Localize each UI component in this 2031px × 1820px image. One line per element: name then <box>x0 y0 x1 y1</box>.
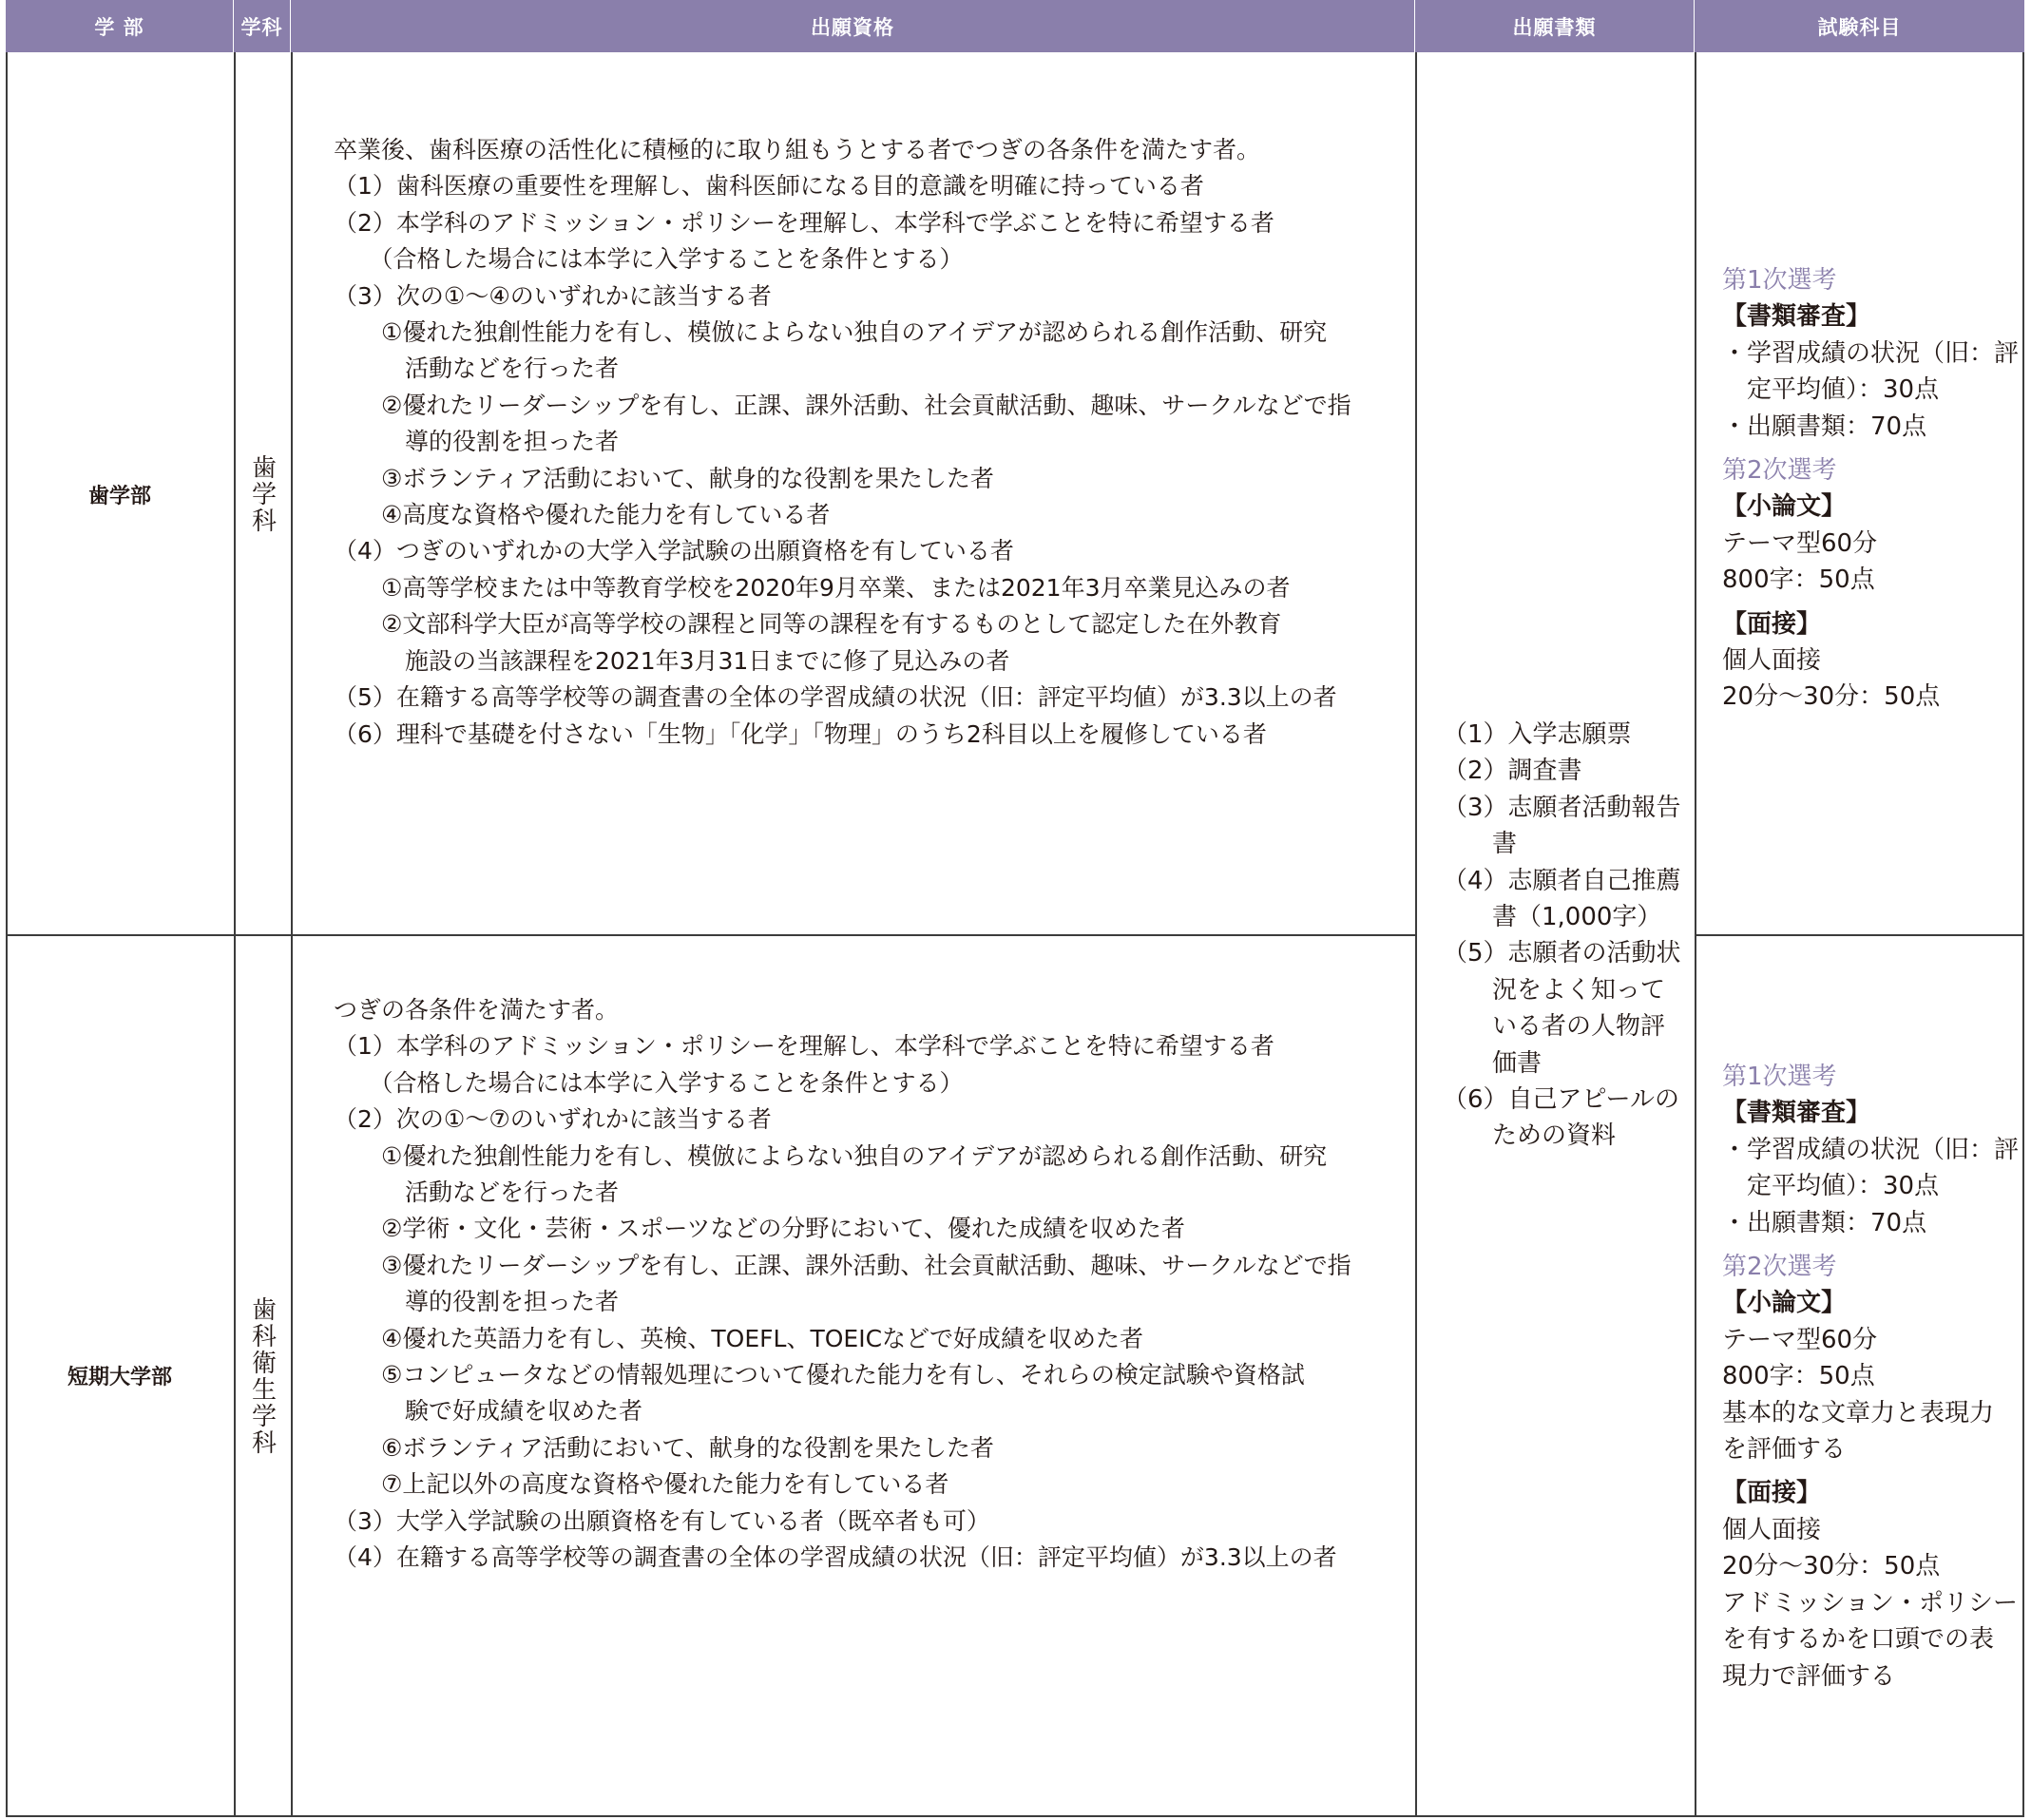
interview-item: 個人面接 <box>1722 1515 1822 1544</box>
qualification-line: ⑥ボランティア活動において、献身的な役割を果たした者 <box>334 1433 994 1462</box>
doc-review-heading: 【書類審査】 <box>1722 1099 1871 1128</box>
exam-subjects <box>1722 262 2019 716</box>
qualification-line: ③優れたリーダーシップを有し、正課、課外活動、社会貢献活動、趣味、サークルなどで指 <box>334 1251 1351 1279</box>
qualification-line: ④優れた英語力を有し、英検、TOEFL、TOEICなどで好成績を収めた者 <box>334 1324 1144 1352</box>
stage1-label: 第1次選考 <box>1722 1063 1837 1091</box>
qualification-line: ②優れたリーダーシップを有し、正課、課外活動、社会貢献活動、趣味、サークルなどで指 <box>334 391 1351 419</box>
qualification-line: ②学術・文化・芸術・スポーツなどの分野において、優れた成績を収めた者 <box>334 1215 1185 1243</box>
doc-review-item: ・学習成績の状況（旧：評 <box>1722 338 2020 368</box>
table-header <box>6 0 2024 52</box>
stage1-label: 第1次選考 <box>1722 266 1837 295</box>
interview-item: 20分～30分：50点 <box>1722 682 1941 712</box>
stage2-label: 第2次選考 <box>1722 456 1837 486</box>
qualification-line: ④高度な資格や優れた能力を有している者 <box>334 501 831 529</box>
qualification-line: 導的役割を担った者 <box>334 1288 620 1316</box>
doc-review-item: ・出願書類：70点 <box>1722 412 1927 441</box>
document-item: （3）志願者活動報告 <box>1443 793 1681 822</box>
document-item: 書 <box>1443 830 1518 859</box>
header-documents: 出願書類 <box>1415 0 1695 52</box>
qualification-line: （3）大学入学試験の出願資格を有している者（既卒者も可） <box>334 1506 990 1535</box>
header-subjects: 試験科目 <box>1817 15 1902 39</box>
essay-item: 800字：50点 <box>1722 565 1875 595</box>
qualification-line: （6）理科で基礎を付さない「生物」「化学」「物理」のうち2科目以上を履修している者 <box>334 719 1267 748</box>
qualification-line: ⑤コンピュータなどの情報処理について優れた能力を有し、それらの検定試験や資格試 <box>334 1361 1305 1389</box>
qualification-line: （2）次の①～⑦のいずれかに該当する者 <box>334 1105 772 1134</box>
qualification-line: （5）在籍する高等学校等の調査書の全体の学習成績の状況（旧：評定平均値）が3.3以上の者 <box>334 683 1337 712</box>
essay-item: テーマ型60分 <box>1722 1325 1878 1354</box>
qualification-line: （4）つぎのいずれかの大学入学試験の出願資格を有している者 <box>334 537 1014 565</box>
document-item: 価書 <box>1443 1048 1542 1078</box>
department-dentistry: 歯学科 <box>247 454 277 534</box>
faculty-dentistry: 歯学部 <box>87 484 151 508</box>
interview-item: 個人面接 <box>1722 646 1822 676</box>
doc-review-heading: 【書類審査】 <box>1722 302 1871 332</box>
doc-review-item: ・学習成績の状況（旧：評 <box>1722 1135 2020 1164</box>
interview-item: 現力で評価する <box>1722 1661 1896 1691</box>
qualification-line: （1）本学科のアドミッション・ポリシーを理解し、本学科で学ぶことを特に希望する者 <box>334 1032 1274 1061</box>
document-item: ための資料 <box>1443 1121 1617 1151</box>
document-item: 況をよく知って <box>1443 975 1666 1005</box>
qualification-line: ⑦上記以外の高度な資格や優れた能力を有している者 <box>334 1470 949 1499</box>
doc-review-item: 定平均値）：30点 <box>1722 1172 1940 1201</box>
qualification-line: （3）次の①～④のいずれかに該当する者 <box>334 281 772 310</box>
doc-review-item: 定平均値）：30点 <box>1722 375 1940 405</box>
qualification-line: ①優れた独創性能力を有し、模倣によらない独自のアイデアが認められる創作活動、研究 <box>334 1141 1328 1170</box>
qualification-line: （1）歯科医療の重要性を理解し、歯科医師になる目的意識を明確に持っている者 <box>334 172 1204 201</box>
qualification-line: 活動などを行った者 <box>334 1178 620 1207</box>
interview-item: アドミッション・ポリシー <box>1722 1588 2018 1618</box>
document-item: （4）志願者自己推薦 <box>1443 866 1681 895</box>
qualification-line: 活動などを行った者 <box>334 354 620 383</box>
qualification-line: （合格した場合には本学に入学することを条件とする） <box>334 1068 964 1097</box>
interview-heading: 【面接】 <box>1722 609 1822 639</box>
qualification-line: 験で好成績を収めた者 <box>334 1397 643 1426</box>
document-item: （5）志願者の活動状 <box>1443 939 1681 968</box>
header-department: 学科 <box>234 0 291 52</box>
qualification-line: 導的役割を担った者 <box>334 428 620 456</box>
header-qualification: 出願資格 <box>291 0 1415 52</box>
qualification-line: 施設の当該課程を2021年3月31日までに修了見込みの者 <box>334 646 1010 675</box>
document-item: （1）入学志願票 <box>1443 720 1632 749</box>
qualification-line: （4）在籍する高等学校等の調査書の全体の学習成績の状況（旧：評定平均値）が3.3以上の者 <box>334 1543 1337 1572</box>
qualification-line: （合格した場合には本学に入学することを条件とする） <box>334 245 964 274</box>
essay-item: を評価する <box>1722 1435 1847 1465</box>
header-faculty: 学 部 <box>6 0 234 52</box>
row-divider <box>1695 934 2024 936</box>
faculty-junior-college: 短期大学部 <box>67 1366 172 1389</box>
essay-heading: 【小論文】 <box>1722 492 1847 522</box>
qualification-line: つぎの各条件を満たす者。 <box>334 996 620 1024</box>
qualification-list <box>334 992 1351 1577</box>
essay-item: テーマ型60分 <box>1722 528 1878 558</box>
qualification-line: ②文部科学大臣が高等学校の課程と同等の課程を有するものとして認定した在外教育 <box>334 610 1282 639</box>
qualification-list <box>334 132 1351 753</box>
table-bottom-border <box>6 1815 2024 1817</box>
document-item: （2）調査書 <box>1443 757 1582 786</box>
essay-item: 800字：50点 <box>1722 1362 1875 1391</box>
interview-item: を有するかを口頭での表 <box>1722 1625 1995 1655</box>
interview-item: 20分～30分：50点 <box>1722 1552 1941 1581</box>
qualification-line: 卒業後、歯科医療の活性化に積極的に取り組もうとする者でつぎの各条件を満たす者。 <box>334 136 1261 163</box>
document-item: 書（1,000字） <box>1443 903 1662 932</box>
document-item: いる者の人物評 <box>1443 1012 1666 1042</box>
essay-heading: 【小論文】 <box>1722 1289 1847 1318</box>
doc-review-item: ・出願書類：70点 <box>1722 1208 1927 1237</box>
stage2-label: 第2次選考 <box>1722 1253 1837 1282</box>
application-documents <box>1443 717 1681 1155</box>
qualification-line: （2）本学科のアドミッション・ポリシーを理解し、本学科で学ぶことを特に希望する者 <box>334 208 1274 237</box>
essay-item: 基本的な文章力と表現力 <box>1722 1398 1995 1427</box>
qualification-line: ①優れた独創性能力を有し、模倣によらない独自のアイデアが認められる創作活動、研究 <box>334 318 1328 347</box>
department-dental-hygiene: 歯科衛生学科 <box>247 1295 277 1456</box>
interview-heading: 【面接】 <box>1722 1479 1822 1508</box>
qualification-line: ①高等学校または中等教育学校を2020年9月卒業、または2021年3月卒業見込みの者 <box>334 573 1291 602</box>
exam-subjects <box>1722 1059 2019 1695</box>
qualification-line: ③ボランティア活動において、献身的な役割を果たした者 <box>334 464 994 492</box>
grid-line <box>1415 52 1417 1817</box>
admission-requirements-table <box>6 0 2024 1817</box>
document-item: （6）自己アピールの <box>1443 1085 1679 1115</box>
